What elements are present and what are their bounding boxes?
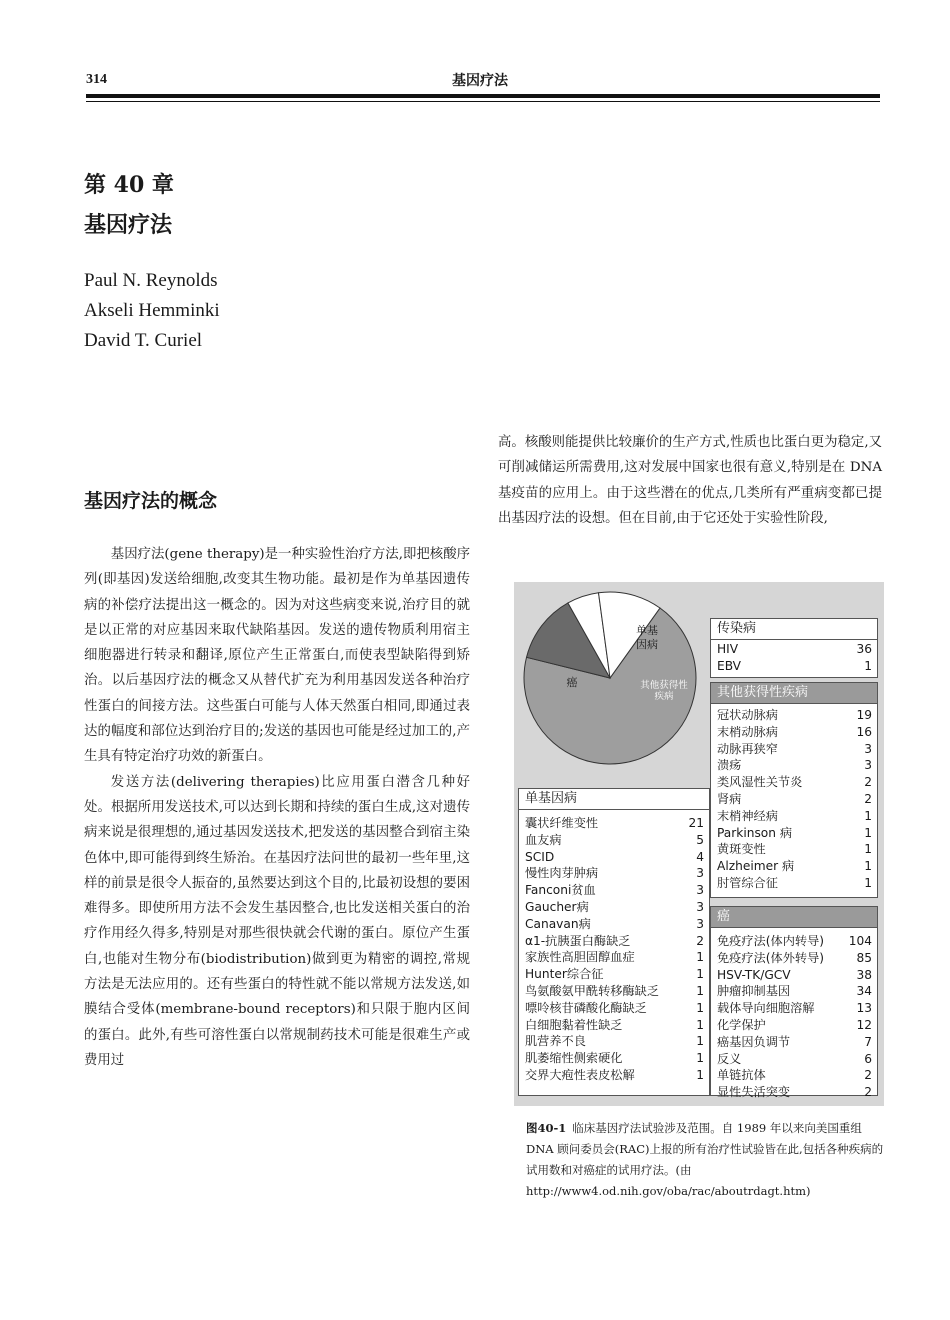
row-count: 2 — [864, 775, 872, 790]
row-label: 显性失活突变 — [717, 1085, 791, 1100]
row-label: 冠状动脉病 — [717, 708, 778, 722]
pie-label-other-acquired: 其他获得性疾病 — [640, 680, 688, 702]
row-count: 1 — [864, 859, 872, 874]
row-count: 2 — [864, 791, 872, 806]
row-label: 末梢动脉病 — [717, 724, 778, 739]
caption-text: 临床基因疗法试验涉及范围。自 1989 年以来向美国重组 DNA 顾问委员会(RAC)上报的所有治疗性试验皆在此,包括各种疾病的试用数和对癌症的试用疗法。(由 http://www4.od.nih.gov/oba/rac/aboutrdagt.htm) — [526, 1121, 884, 1198]
row-count: 3 — [696, 883, 704, 898]
row-label: 免疫疗法(体内转导) — [717, 934, 825, 948]
table-row — [519, 899, 709, 916]
row-label: 肌营养不良 — [525, 1034, 586, 1049]
row-count: 21 — [688, 816, 704, 830]
row-label: 动脉再狭窄 — [717, 741, 778, 756]
row-count: 1 — [696, 983, 704, 998]
table-row — [519, 916, 709, 933]
row-count: 3 — [696, 899, 704, 914]
row-count: 1 — [696, 950, 704, 965]
row-label: 化学保护 — [717, 1017, 766, 1032]
row-label: Canavan病 — [525, 916, 591, 931]
section-heading: 基因疗法的概念 — [84, 490, 218, 512]
row-count: 3 — [696, 916, 704, 931]
author-list — [84, 266, 220, 356]
table-row — [519, 832, 709, 849]
table-row — [519, 1017, 709, 1034]
table-row — [711, 641, 877, 658]
table-title: 其他获得性疾病 — [711, 683, 877, 704]
row-label: α1-抗胰蛋白酶缺乏 — [525, 933, 631, 948]
row-label: Hunter综合征 — [525, 967, 604, 982]
row-label: 载体导向细胞溶解 — [717, 1001, 815, 1016]
table-row — [519, 865, 709, 882]
table-title: 传染病 — [711, 619, 877, 640]
row-count: 6 — [864, 1051, 872, 1066]
row-label: Parkinson 病 — [717, 825, 793, 840]
row-label: 肿瘤抑制基因 — [717, 984, 791, 999]
row-label: Fanconi贫血 — [525, 883, 596, 898]
row-count: 5 — [696, 832, 704, 847]
row-count: 3 — [864, 741, 872, 756]
table-row — [711, 757, 877, 774]
row-label: EBV — [717, 658, 742, 673]
paragraph: 基因疗法(gene therapy)是一种实验性治疗方法,即把核酸序列(即基因)发送给细胞,改变其生物功能。最初是作为单基因遗传病的补偿疗法提出这一概念的。因为对这些病变来说,治疗目的就是以正常的对应基因来取代缺陷基因。发送的遗传物质利用宿主细胞器进行转录和翻译,原位产生正常蛋白,而使表型缺陷得到矫治。以后基因疗法的概念又从替代扩充为利用基因发送各种治疗性蛋白的间接方法。这些蛋白可能与人体天然蛋白相同,即通过表达的幅度和部位达到治疗目的;发送的基因也可能是经过加工的,产生具有特定治疗功效的新蛋白。 — [84, 547, 470, 765]
row-count: 16 — [856, 724, 872, 739]
table-row — [519, 1000, 709, 1017]
row-label: 末梢神经病 — [717, 808, 778, 823]
table-row — [519, 966, 709, 983]
table-row — [711, 1017, 877, 1034]
table-row — [711, 967, 877, 984]
row-label: 肾病 — [717, 791, 742, 806]
row-count: 1 — [864, 842, 872, 857]
table-title: 单基因病 — [519, 789, 709, 810]
row-count: 4 — [696, 849, 704, 864]
table-row — [711, 875, 877, 892]
table-row — [519, 933, 709, 950]
table-row — [519, 882, 709, 899]
table-title: 癌 — [711, 907, 877, 928]
row-count: 1 — [696, 1034, 704, 1049]
row-count: 1 — [696, 1067, 704, 1082]
row-count: 104 — [848, 934, 872, 948]
table-row — [519, 849, 709, 866]
table-row — [711, 950, 877, 967]
table-row — [711, 1034, 877, 1051]
row-count: 1 — [696, 1000, 704, 1015]
row-count: 85 — [856, 950, 872, 965]
table-row — [519, 1033, 709, 1050]
table-other-acquired — [710, 682, 878, 898]
row-label: 反义 — [717, 1051, 742, 1066]
row-count: 3 — [696, 866, 704, 881]
row-label: 肌萎缩性侧索硬化 — [525, 1051, 623, 1066]
row-label: 溃疡 — [717, 758, 742, 773]
caption-label: 图40-1 — [526, 1121, 567, 1135]
row-count: 36 — [856, 642, 872, 656]
row-label: 交界大疱性表皮松解 — [525, 1067, 635, 1082]
author: Akseli Hemminki — [84, 300, 220, 321]
row-count: 7 — [864, 1034, 872, 1049]
table-row — [711, 1067, 877, 1084]
row-count: 19 — [856, 708, 872, 722]
table-row — [519, 983, 709, 1000]
table-cancer — [710, 906, 878, 1100]
table-row — [519, 949, 709, 966]
row-count: 38 — [856, 967, 872, 982]
header-rule-thin — [86, 101, 880, 102]
row-count: 3 — [864, 758, 872, 773]
row-label: 血友病 — [525, 832, 562, 847]
row-label: 囊状纤维变性 — [525, 816, 599, 830]
author: David T. Curiel — [84, 330, 203, 351]
pie-label-cancer: 癌 — [566, 676, 578, 689]
row-count: 1 — [864, 808, 872, 823]
row-count: 2 — [864, 1085, 872, 1100]
row-label: 类风湿性关节炎 — [717, 775, 803, 790]
table-row — [711, 741, 877, 758]
figure-caption — [526, 1118, 884, 1202]
table-row — [711, 724, 877, 741]
running-title: 基因疗法 — [452, 73, 508, 89]
row-count: 1 — [696, 1051, 704, 1066]
table-row — [711, 933, 877, 950]
row-label: 黄斑变性 — [717, 842, 766, 857]
table-row — [711, 658, 877, 675]
table-infectious — [710, 618, 878, 678]
row-label: HSV-TK/GCV — [717, 967, 791, 982]
row-count: 13 — [856, 1001, 872, 1016]
row-count: 1 — [864, 875, 872, 890]
header-rule — [86, 94, 880, 98]
row-count: 12 — [856, 1017, 872, 1032]
table-row — [711, 858, 877, 875]
row-label: HIV — [717, 642, 739, 656]
figure-40-1 — [514, 582, 884, 1106]
row-count: 1 — [864, 658, 872, 673]
table-row — [711, 841, 877, 858]
table-row — [711, 1084, 877, 1101]
row-label: 免疫疗法(体外转导) — [717, 950, 825, 965]
row-label: 慢性肉芽肿病 — [525, 866, 599, 881]
row-count: 1 — [696, 1017, 704, 1032]
pie-label-monogenic: 单基因病 — [636, 624, 658, 651]
row-count: 1 — [696, 967, 704, 982]
table-row — [519, 1067, 709, 1084]
chapter-number: 第 40 章 — [84, 172, 174, 198]
table-row — [711, 707, 877, 724]
row-label: Gaucher病 — [525, 899, 589, 914]
table-row — [519, 815, 709, 832]
page-number: 314 — [86, 72, 107, 87]
author: Paul N. Reynolds — [84, 270, 218, 291]
row-label: Alzheimer 病 — [717, 859, 795, 874]
paragraph: 高。核酸则能提供比较廉价的生产方式,性质也比蛋白更为稳定,又可削减储运所需费用,这对发展中国家也很有意义,特别是在 DNA 基疫苗的应用上。由于这些潜在的优点,几类所有严重病变都已提出基因疗法的设想。但在目前,由于它还处于实验性阶段, — [498, 435, 882, 526]
table-row — [711, 983, 877, 1000]
row-label: SCID — [525, 849, 555, 864]
table-row — [711, 808, 877, 825]
row-count: 2 — [696, 933, 704, 948]
row-label: 癌基因负调节 — [717, 1034, 791, 1049]
row-label: 鸟氨酸氨甲酰转移酶缺乏 — [525, 983, 660, 998]
body-column-left — [84, 542, 470, 1073]
row-count: 1 — [864, 825, 872, 840]
table-row — [519, 1050, 709, 1067]
paragraph: 发送方法(delivering therapies)比应用蛋白潜含几种好处。根据所用发送技术,可以达到长期和持续的蛋白生成,这对遗传病来说是很理想的,通过基因发送技术,把发送的基因整合到宿主染色体中,即可能得到终生矫治。在基因疗法问世的最初一些年里,这样的前景是很令人振奋的,虽然要达到这个目的,比最初设想的要困难得多。即使所用方法不会发生基因整合,也比发送相关蛋白的治疗作用经久得多,特别是对那些很快就会代谢的蛋白。原位产生蛋白,也能对生物分布(biodistribution)做到更为精密的调控,常规方法是无法应用的。还有些蛋白的特性就不能以常规方法发送,如膜结合受体(membrane-bound receptors)和只限于胞内区间的蛋白。此外,有些可溶性蛋白以常规制药技术可能是很难生产或费用过 — [84, 774, 470, 1068]
table-row — [711, 1051, 877, 1068]
table-monogenic — [518, 788, 710, 1096]
row-count: 2 — [864, 1068, 872, 1083]
table-row — [711, 791, 877, 808]
row-label: 单链抗体 — [717, 1068, 766, 1083]
table-row — [711, 774, 877, 791]
table-row — [711, 1000, 877, 1017]
table-row — [711, 825, 877, 842]
row-label: 家族性高胆固醇血症 — [525, 950, 635, 965]
row-label: 肘管综合征 — [717, 875, 778, 890]
body-column-right — [498, 430, 882, 531]
row-label: 白细胞黏着性缺乏 — [525, 1017, 623, 1032]
row-label: 嘌呤核苷磷酸化酶缺乏 — [525, 1000, 647, 1015]
row-count: 34 — [856, 984, 872, 999]
chapter-title: 基因疗法 — [84, 212, 173, 238]
